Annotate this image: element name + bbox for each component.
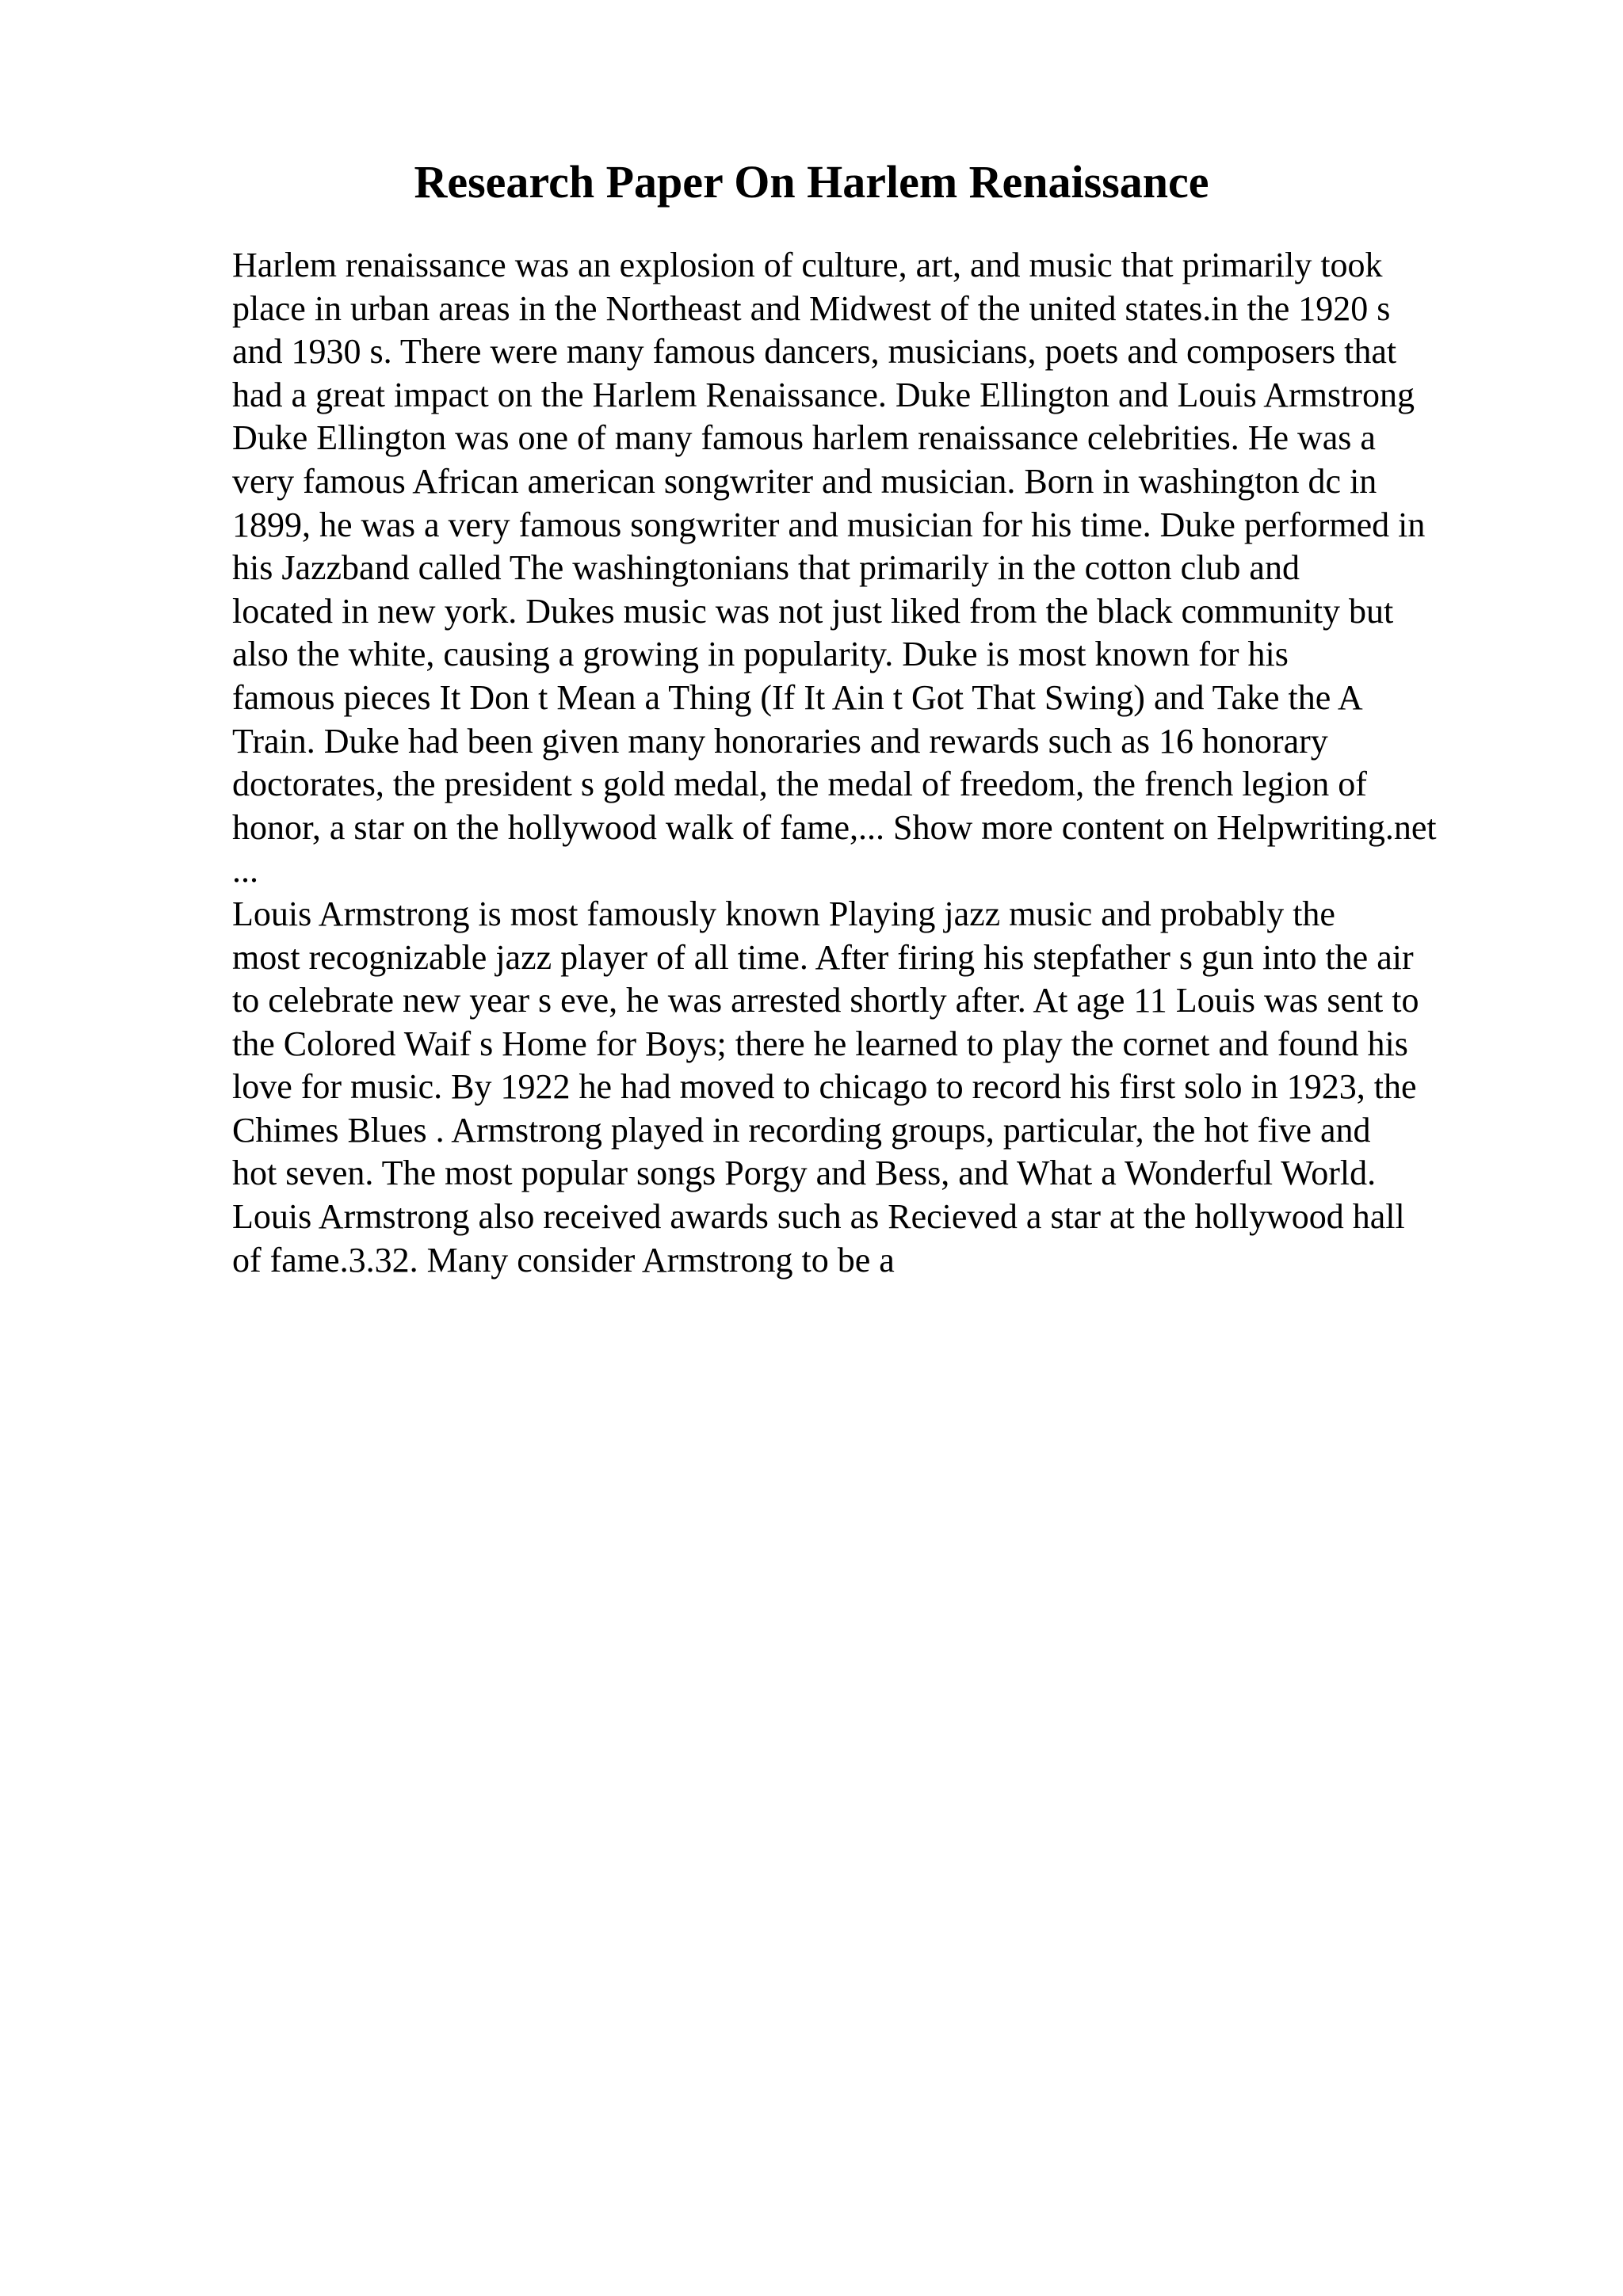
- text-line: Louis Armstrong is most famously known Playing jazz music and probably the: [232, 894, 1335, 933]
- text-line: honor, a star on the hollywood walk of fame,... Show more content on Helpwriting.net: [232, 807, 1437, 847]
- document-title: Research Paper On Harlem Renaissance: [414, 156, 1209, 208]
- text-line: had a great impact on the Harlem Renaissance. Duke Ellington and Louis Armstrong: [232, 375, 1415, 414]
- text-line: also the white, causing a growing in popularity. Duke is most known for his: [232, 635, 1289, 674]
- text-line: the Colored Waif s Home for Boys; there he learned to play the cornet and found his: [232, 1024, 1408, 1063]
- text-line: 1899, he was a very famous songwriter and musician for his time. Duke performed in: [232, 505, 1426, 544]
- text-line: most recognizable jazz player of all time. After firing his stepfather s gun into the air: [232, 937, 1414, 977]
- text-line: Chimes Blues . Armstrong played in recording groups, particular, the hot five and: [232, 1110, 1371, 1150]
- text-line: famous pieces It Don t Mean a Thing (If It Ain t Got That Swing) and Take the A: [232, 677, 1363, 717]
- text-line: doctorates, the president s gold medal, the medal of freedom, the french legion of: [232, 765, 1367, 804]
- text-line: place in urban areas in the Northeast and Midwest of the united states.in the 1920 s: [232, 288, 1391, 328]
- text-line: love for music. By 1922 he had moved to chicago to record his first solo in 1923, the: [232, 1067, 1417, 1107]
- text-line: of fame.3.32. Many consider Armstrong to be a: [232, 1240, 895, 1280]
- text-line: Duke Ellington was one of many famous harlem renaissance celebrities. He was a: [232, 418, 1376, 458]
- text-line: Harlem renaissance was an explosion of culture, art, and music that primarily took: [232, 246, 1383, 284]
- text-line: his Jazzband called The washingtonians that primarily in the cotton club and: [232, 548, 1300, 588]
- text-line: located in new york. Dukes music was not just liked from the black community but: [232, 591, 1394, 631]
- text-line: Train. Duke had been given many honoraries and rewards such as 16 honorary: [232, 721, 1328, 761]
- text-line: hot seven. The most popular songs Porgy and Bess, and What a Wonderful World.: [232, 1154, 1377, 1193]
- document-body: [232, 244, 1611, 1282]
- text-line: Louis Armstrong also received awards such as Recieved a star at the hollywood hall: [232, 1197, 1405, 1237]
- text-line: very famous African american songwriter and musician. Born in washington dc in: [232, 461, 1377, 501]
- text-line: ...: [232, 851, 258, 891]
- text-line: and 1930 s. There were many famous dancers, musicians, poets and composers that: [232, 332, 1397, 372]
- text-line: to celebrate new year s eve, he was arrested shortly after. At age 11 Louis was sent to: [232, 981, 1419, 1020]
